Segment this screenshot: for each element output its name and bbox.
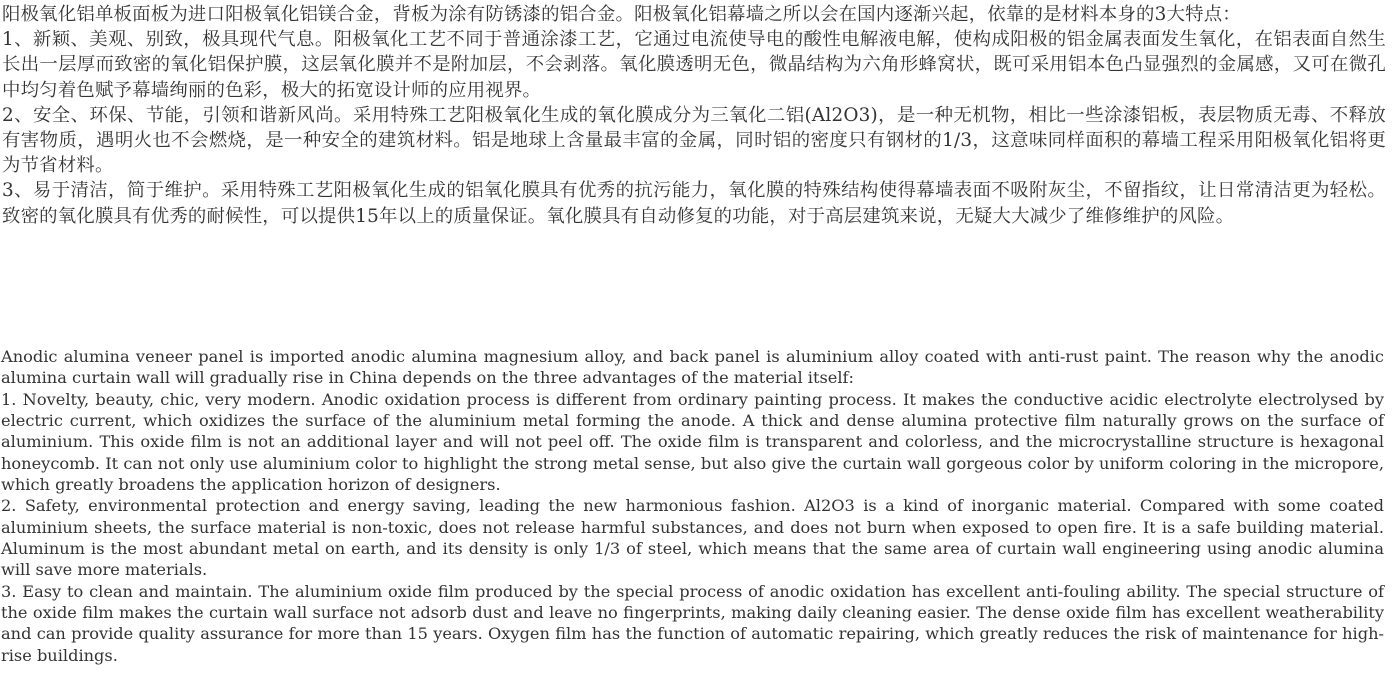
chinese-point-3: 3、易于清洁，简于维护。采用特殊工艺阳极氧化生成的铝氧化膜具有优秀的抗污能力，氧化膜的特殊结构使得幕墙表面不吸附灰尘，不留指纹，让日常清洁更为轻松。致密的氧化膜具有优秀的耐候性，可以提供15年以上的质量保证。氧化膜具有自动修复的功能，对于高层建筑来说，无疑大大减少了维修维护的风险。 — [2, 180, 1386, 227]
chinese-point-1: 1、新颖、美观、别致，极具现代气息。阳极氧化工艺不同于普通涂漆工艺，它通过电流使导电的酸性电解液电解，使构成阳极的铝金属表面发生氧化，在铝表面自然生长出一层厚而致密的氧化铝保护膜，这层氧化膜并不是附加层，不会剥落。氧化膜透明无色，微晶结构为六角形蜂窝状，既可采用铝本色凸显强烈的金属感，又可在微孔中均匀着色赋予幕墙绚丽的色彩，极大的拓宽设计师的应用视界。 — [2, 29, 1386, 101]
chinese-point-2: 2、安全、环保、节能，引领和谐新风尚。采用特殊工艺阳极氧化生成的氧化膜成分为三氧化二铝(Al2O3)，是一种无机物，相比一些涂漆铝板，表层物质无毒、不释放有害物质，遇明火也不会燃烧，是一种安全的建筑材料。铝是地球上含量最丰富的金属，同时铝的密度只有钢材的1/3，这意味同样面积的幕墙工程采用阳极氧化铝将更为节省材料。 — [2, 104, 1386, 177]
english-point-3: 3. Easy to clean and maintain. The aluminium oxide film produced by the special process of anodic oxidation has excellent anti-fouling ability. The special structure of the oxide film makes the curtain wall surface not adsorb dust and leave no fingerprints, making daily cleaning easier. The dense oxide film has excellent weatherability and can provide quality assurance for more than 15 years. Oxygen film has the function of automatic repairing, which greatly reduces the risk of maintenance for high-rise buildings. — [1, 581, 1384, 665]
chinese-description — [2, 2, 1386, 229]
english-point-2: 2. Safety, environmental protection and energy saving, leading the new harmonious fashion. Al2O3 is a kind of inorganic material. Compared with some coated aluminium sheets, the surface material is non-toxic, does not release harmful substances, and does not burn when exposed to open fire. It is a safe building material. Aluminum is the most abundant metal on earth, and its density is only 1/3 of steel, which means that the same area of curtain wall engineering using anodic alumina will save more materials. — [1, 496, 1384, 580]
english-intro-paragraph: Anodic alumina veneer panel is imported anodic alumina magnesium alloy, and back panel is aluminium alloy coated with anti-rust paint. The reason why the anodic alumina curtain wall will gradually rise in China depends on the three advantages of the material itself: — [1, 347, 1384, 388]
english-point-1: 1. Novelty, beauty, chic, very modern. Anodic oxidation process is different from ordinary painting process. It makes the conductive acidic electrolyte electrolysed by electric current, which oxidizes the surface of the aluminium metal forming the anode. A thick and dense alumina protective film naturally grows on the surface of aluminium. This oxide film is not an additional layer and will not peel off. The oxide film is transparent and colorless, and the microcrystalline structure is hexagonal honeycomb. It can not only use aluminium color to highlight the strong metal sense, but also give the curtain wall gorgeous color by uniform coloring in the micropore, which greatly broadens the application horizon of designers. — [1, 389, 1384, 495]
english-description — [1, 346, 1384, 666]
chinese-intro-paragraph: 阳极氧化铝单板面板为进口阳极氧化铝镁合金，背板为涂有防锈漆的铝合金。阳极氧化铝幕墙之所以会在国内逐渐兴起，依靠的是材料本身的3大特点： — [2, 4, 1241, 25]
